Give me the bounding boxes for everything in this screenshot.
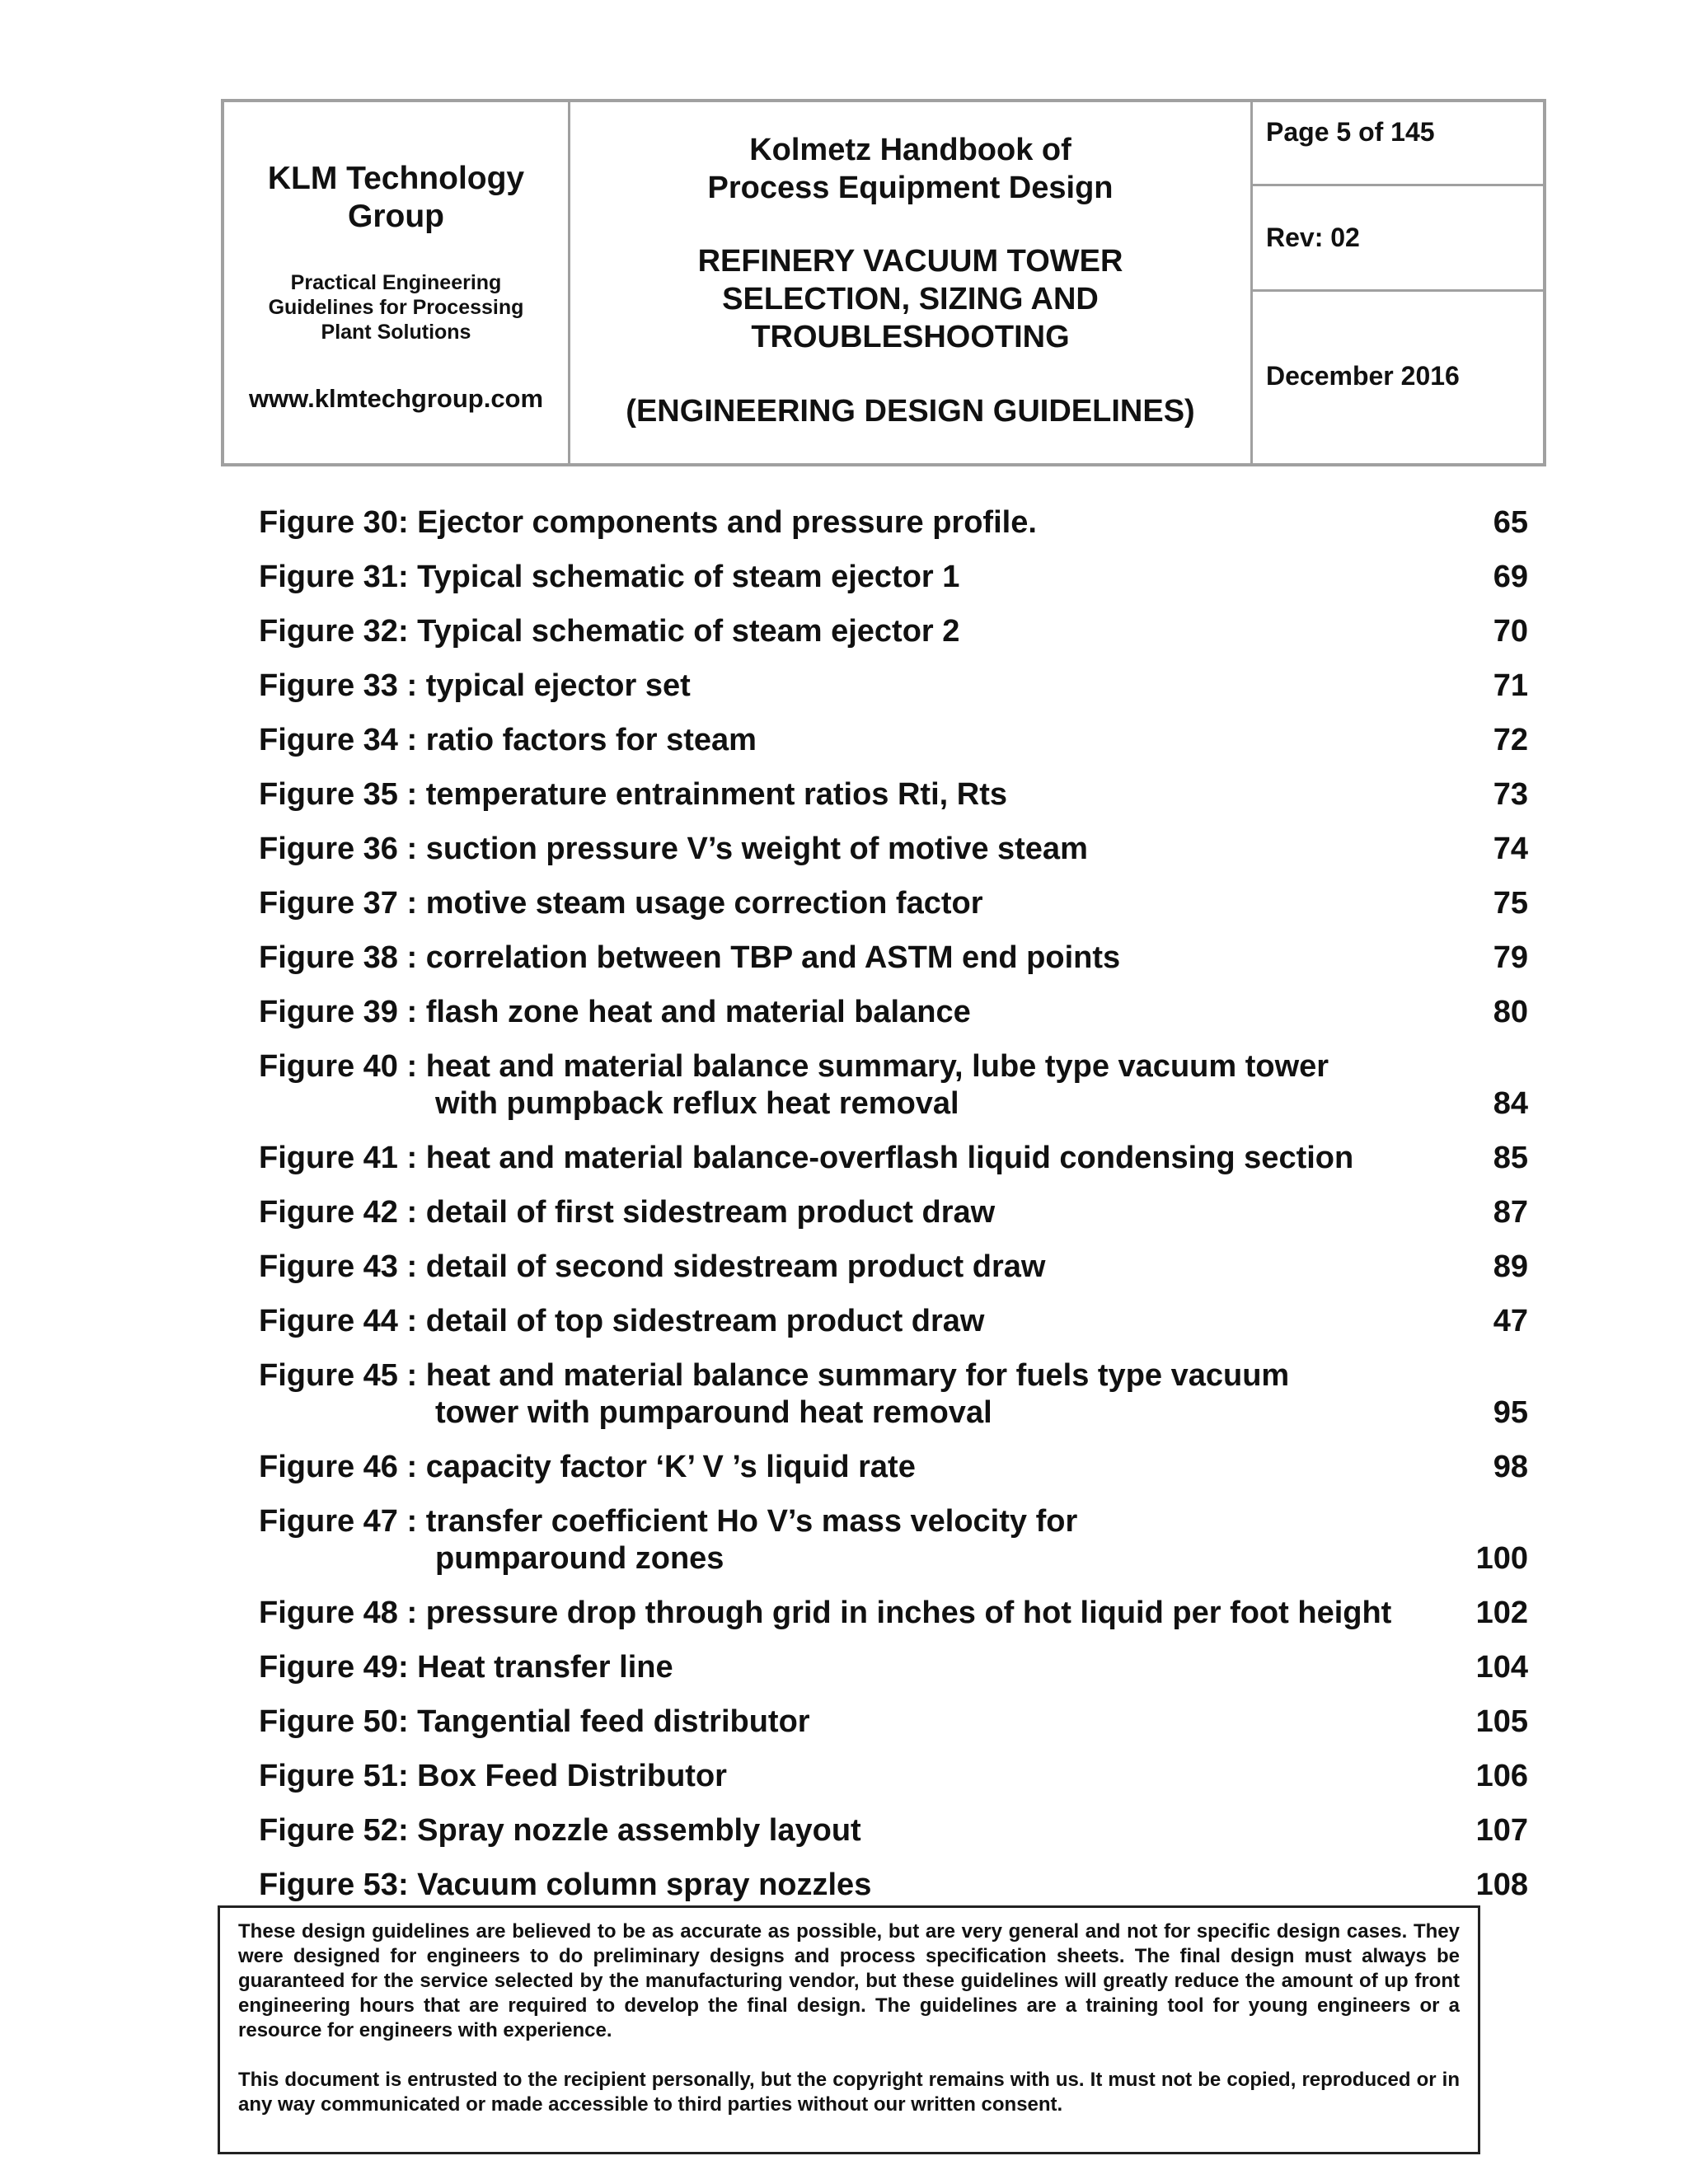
- handbook-title-line2: Process Equipment Design: [707, 171, 1114, 205]
- page-number: Page 5 of 145: [1253, 102, 1543, 186]
- toc-entry: [259, 722, 1528, 759]
- document-title-line3: TROUBLESHOOTING: [751, 320, 1070, 354]
- toc-entry: [259, 776, 1528, 813]
- toc-entry-label: Figure 42 :: [259, 1195, 426, 1230]
- toc-entry-title: [259, 1503, 1429, 1577]
- document-date: December 2016: [1266, 361, 1460, 391]
- toc-entry-title: [259, 1595, 1429, 1632]
- toc-entry-title: [259, 1449, 1429, 1486]
- toc-entry-label: Figure 50:: [259, 1704, 418, 1739]
- toc-entry: [259, 1048, 1528, 1122]
- document-title: [570, 242, 1250, 356]
- toc-entry-label: Figure 48 :: [259, 1596, 426, 1630]
- toc-entry-page: 89: [1493, 1249, 1528, 1284]
- toc-entry-continuation: with pumpback reflux heat removal: [435, 1086, 959, 1121]
- tagline-line2: Guidelines for Processing: [268, 296, 524, 319]
- toc-entry-text: Ejector components and pressure profile.: [417, 505, 1037, 540]
- list-of-figures: [259, 504, 1528, 1921]
- toc-entry-label: Figure 52:: [259, 1813, 418, 1848]
- company-name-line2: Group: [348, 199, 444, 234]
- toc-entry-continuation: tower with pumparound heat removal: [435, 1395, 992, 1430]
- company-website: www.klmtechgroup.com: [248, 384, 544, 413]
- toc-entry-page: 95: [1493, 1395, 1528, 1430]
- toc-entry-page: 71: [1493, 668, 1528, 703]
- toc-entry-text: flash zone heat and material balance: [425, 995, 971, 1029]
- toc-entry-label: Figure 41 :: [259, 1141, 426, 1175]
- company-tagline: [224, 270, 568, 344]
- toc-entry-label: Figure 43 :: [259, 1249, 426, 1284]
- toc-entry-label: Figure 49:: [259, 1650, 418, 1685]
- toc-entry-title: [259, 1249, 1429, 1286]
- toc-entry-title: [259, 831, 1429, 868]
- toc-entry-text: correlation between TBP and ASTM end points: [425, 940, 1121, 975]
- toc-entry-text: heat and material balance summary, lube type vacuum tower: [425, 1049, 1329, 1084]
- toc-entry-label: Figure 36 :: [259, 832, 426, 866]
- toc-entry-text: pressure drop through grid in inches of hot liquid per foot height: [425, 1596, 1392, 1630]
- toc-entry-text: ratio factors for steam: [425, 723, 757, 757]
- toc-entry-page: 98: [1493, 1450, 1528, 1484]
- toc-entry-label: Figure 30:: [259, 505, 418, 540]
- toc-entry-title: [259, 885, 1429, 922]
- company-name: [224, 160, 568, 236]
- toc-entry-page: 102: [1475, 1596, 1528, 1630]
- document-title-line1: REFINERY VACUUM TOWER: [697, 244, 1123, 279]
- toc-entry-page: 108: [1475, 1868, 1528, 1902]
- toc-entry-text: detail of first sidestream product draw: [425, 1195, 996, 1230]
- toc-entry-title: [259, 1649, 1429, 1686]
- toc-entry-page: 79: [1493, 940, 1528, 975]
- toc-entry-title: [259, 504, 1429, 541]
- toc-entry: [259, 1649, 1528, 1686]
- toc-entry-page: 104: [1475, 1650, 1528, 1685]
- toc-entry-label: Figure 51:: [259, 1759, 418, 1793]
- toc-entry-text: Box Feed Distributor: [417, 1759, 727, 1793]
- document-subtitle: (ENGINEERING DESIGN GUIDELINES): [626, 394, 1195, 429]
- toc-entry-label: Figure 37 :: [259, 886, 426, 921]
- toc-entry: [259, 1357, 1528, 1432]
- toc-entry-page: 74: [1493, 832, 1528, 866]
- toc-entry: [259, 940, 1528, 977]
- toc-entry-title: [259, 1758, 1429, 1795]
- toc-entry-label: Figure 45 :: [259, 1358, 426, 1393]
- toc-entry-continuation: pumparound zones: [435, 1541, 724, 1576]
- toc-entry: [259, 1595, 1528, 1632]
- toc-entry-page: 85: [1493, 1141, 1528, 1175]
- toc-entry-title: [259, 1867, 1429, 1904]
- toc-entry-label: Figure 47 :: [259, 1504, 426, 1539]
- toc-entry-text: Heat transfer line: [417, 1650, 673, 1685]
- toc-entry-text: motive steam usage correction factor: [425, 886, 983, 921]
- toc-entry-page: 107: [1475, 1813, 1528, 1848]
- document-title-line2: SELECTION, SIZING AND: [722, 282, 1099, 316]
- toc-entry-text: detail of second sidestream product draw: [425, 1249, 1046, 1284]
- toc-entry-page: 69: [1493, 560, 1528, 594]
- toc-entry: [259, 1758, 1528, 1795]
- toc-entry-text: heat and material balance summary for fuels type vacuum: [425, 1358, 1290, 1393]
- toc-entry: [259, 1704, 1528, 1741]
- disclaimer-text: These design guidelines are believed to be as accurate as possible, but are very general and not for specific design cases. They were designed for engineers to do preliminary designs and process specification sheets. The final design must always be guaranteed for the service selected by the manufacturing vendor, but these guidelines will greatly reduce the amount of up front engineering hours that are required to develop the final design. The guidelines are a training tool for young engineers or a resource for engineers with experience.: [238, 1920, 1460, 2041]
- toc-entry-label: Figure 34 :: [259, 723, 426, 757]
- toc-entry-page: 100: [1475, 1541, 1528, 1576]
- toc-entry-label: Figure 31:: [259, 560, 418, 594]
- header-title-cell: [570, 102, 1253, 463]
- toc-entry: [259, 1449, 1528, 1486]
- toc-entry: [259, 1249, 1528, 1286]
- toc-entry-text: capacity factor ‘K’ V ’s liquid rate: [425, 1450, 916, 1484]
- toc-entry-title: [259, 1194, 1429, 1231]
- toc-entry: [259, 668, 1528, 705]
- toc-entry-page: 105: [1475, 1704, 1528, 1739]
- toc-entry: [259, 1503, 1528, 1577]
- toc-entry-title: [259, 1048, 1429, 1122]
- toc-entry-text: temperature entrainment ratios Rti, Rts: [425, 777, 1007, 812]
- toc-entry: [259, 994, 1528, 1031]
- toc-entry-label: Figure 46 :: [259, 1450, 426, 1484]
- toc-entry-text: transfer coefficient Ho V’s mass velocity for: [425, 1504, 1078, 1539]
- toc-entry: [259, 559, 1528, 596]
- toc-entry-label: Figure 44 :: [259, 1304, 426, 1338]
- toc-entry-title: [259, 776, 1429, 813]
- toc-entry-title: [259, 613, 1429, 650]
- toc-entry-label: Figure 53:: [259, 1868, 418, 1902]
- toc-entry-label: Figure 38 :: [259, 940, 426, 975]
- toc-entry-text: typical ejector set: [425, 668, 691, 703]
- toc-entry-page: 70: [1493, 614, 1528, 649]
- toc-entry-page: 87: [1493, 1195, 1528, 1230]
- toc-entry-title: [259, 559, 1429, 596]
- toc-entry-title: [259, 1704, 1429, 1741]
- toc-entry: [259, 1867, 1528, 1904]
- toc-entry-label: Figure 35 :: [259, 777, 426, 812]
- toc-entry-text: suction pressure V’s weight of motive steam: [425, 832, 1088, 866]
- handbook-title-line1: Kolmetz Handbook of: [749, 133, 1071, 167]
- document-header: [221, 99, 1546, 466]
- toc-entry-page: 72: [1493, 723, 1528, 757]
- toc-entry-text: Typical schematic of steam ejector 1: [417, 560, 960, 594]
- toc-entry-label: Figure 39 :: [259, 995, 426, 1029]
- toc-entry-title: [259, 940, 1429, 977]
- toc-entry-title: [259, 1303, 1429, 1340]
- toc-entry-page: 65: [1493, 505, 1528, 540]
- toc-entry: [259, 1303, 1528, 1340]
- toc-entry: [259, 831, 1528, 868]
- toc-entry-text: Vacuum column spray nozzles: [417, 1868, 872, 1902]
- toc-entry-text: detail of top sidestream product draw: [425, 1304, 985, 1338]
- toc-entry-page: 80: [1493, 995, 1528, 1029]
- toc-entry: [259, 1812, 1528, 1849]
- toc-entry-page: 84: [1493, 1086, 1528, 1121]
- toc-entry-text: Spray nozzle assembly layout: [417, 1813, 861, 1848]
- toc-entry-label: Figure 33 :: [259, 668, 426, 703]
- header-meta-cell: [1253, 102, 1543, 463]
- revision: Rev: 02: [1253, 186, 1543, 292]
- company-name-line1: KLM Technology: [267, 161, 525, 196]
- header-company-cell: [224, 102, 570, 463]
- toc-entry-label: Figure 40 :: [259, 1049, 426, 1084]
- toc-entry-title: [259, 1357, 1429, 1432]
- copyright-text: This document is entrusted to the recipient personally, but the copyright remains with us. It must not be copied, reproduced or in any way communicated or made accessible to third parties without our written consent.: [238, 2069, 1460, 2116]
- toc-entry-title: [259, 722, 1429, 759]
- toc-entry-title: [259, 1812, 1429, 1849]
- tagline-line3: Plant Solutions: [321, 321, 471, 344]
- toc-entry-page: 75: [1493, 886, 1528, 921]
- tagline-line1: Practical Engineering: [290, 271, 502, 294]
- toc-entry-page: 106: [1475, 1759, 1528, 1793]
- toc-entry-label: Figure 32:: [259, 614, 418, 649]
- toc-entry-text: Tangential feed distributor: [417, 1704, 810, 1739]
- toc-entry: [259, 613, 1528, 650]
- toc-entry-page: 73: [1493, 777, 1528, 812]
- toc-entry: [259, 1140, 1528, 1177]
- toc-entry: [259, 504, 1528, 541]
- toc-entry-text: Typical schematic of steam ejector 2: [417, 614, 960, 649]
- handbook-title: [570, 131, 1250, 207]
- toc-entry: [259, 885, 1528, 922]
- toc-entry-title: [259, 668, 1429, 705]
- toc-entry: [259, 1194, 1528, 1231]
- toc-entry-text: heat and material balance-overflash liquid condensing section: [425, 1141, 1354, 1175]
- toc-entry-title: [259, 1140, 1429, 1177]
- toc-entry-page: 47: [1493, 1304, 1528, 1338]
- toc-entry-title: [259, 994, 1429, 1031]
- disclaimer-box: [218, 1905, 1480, 2154]
